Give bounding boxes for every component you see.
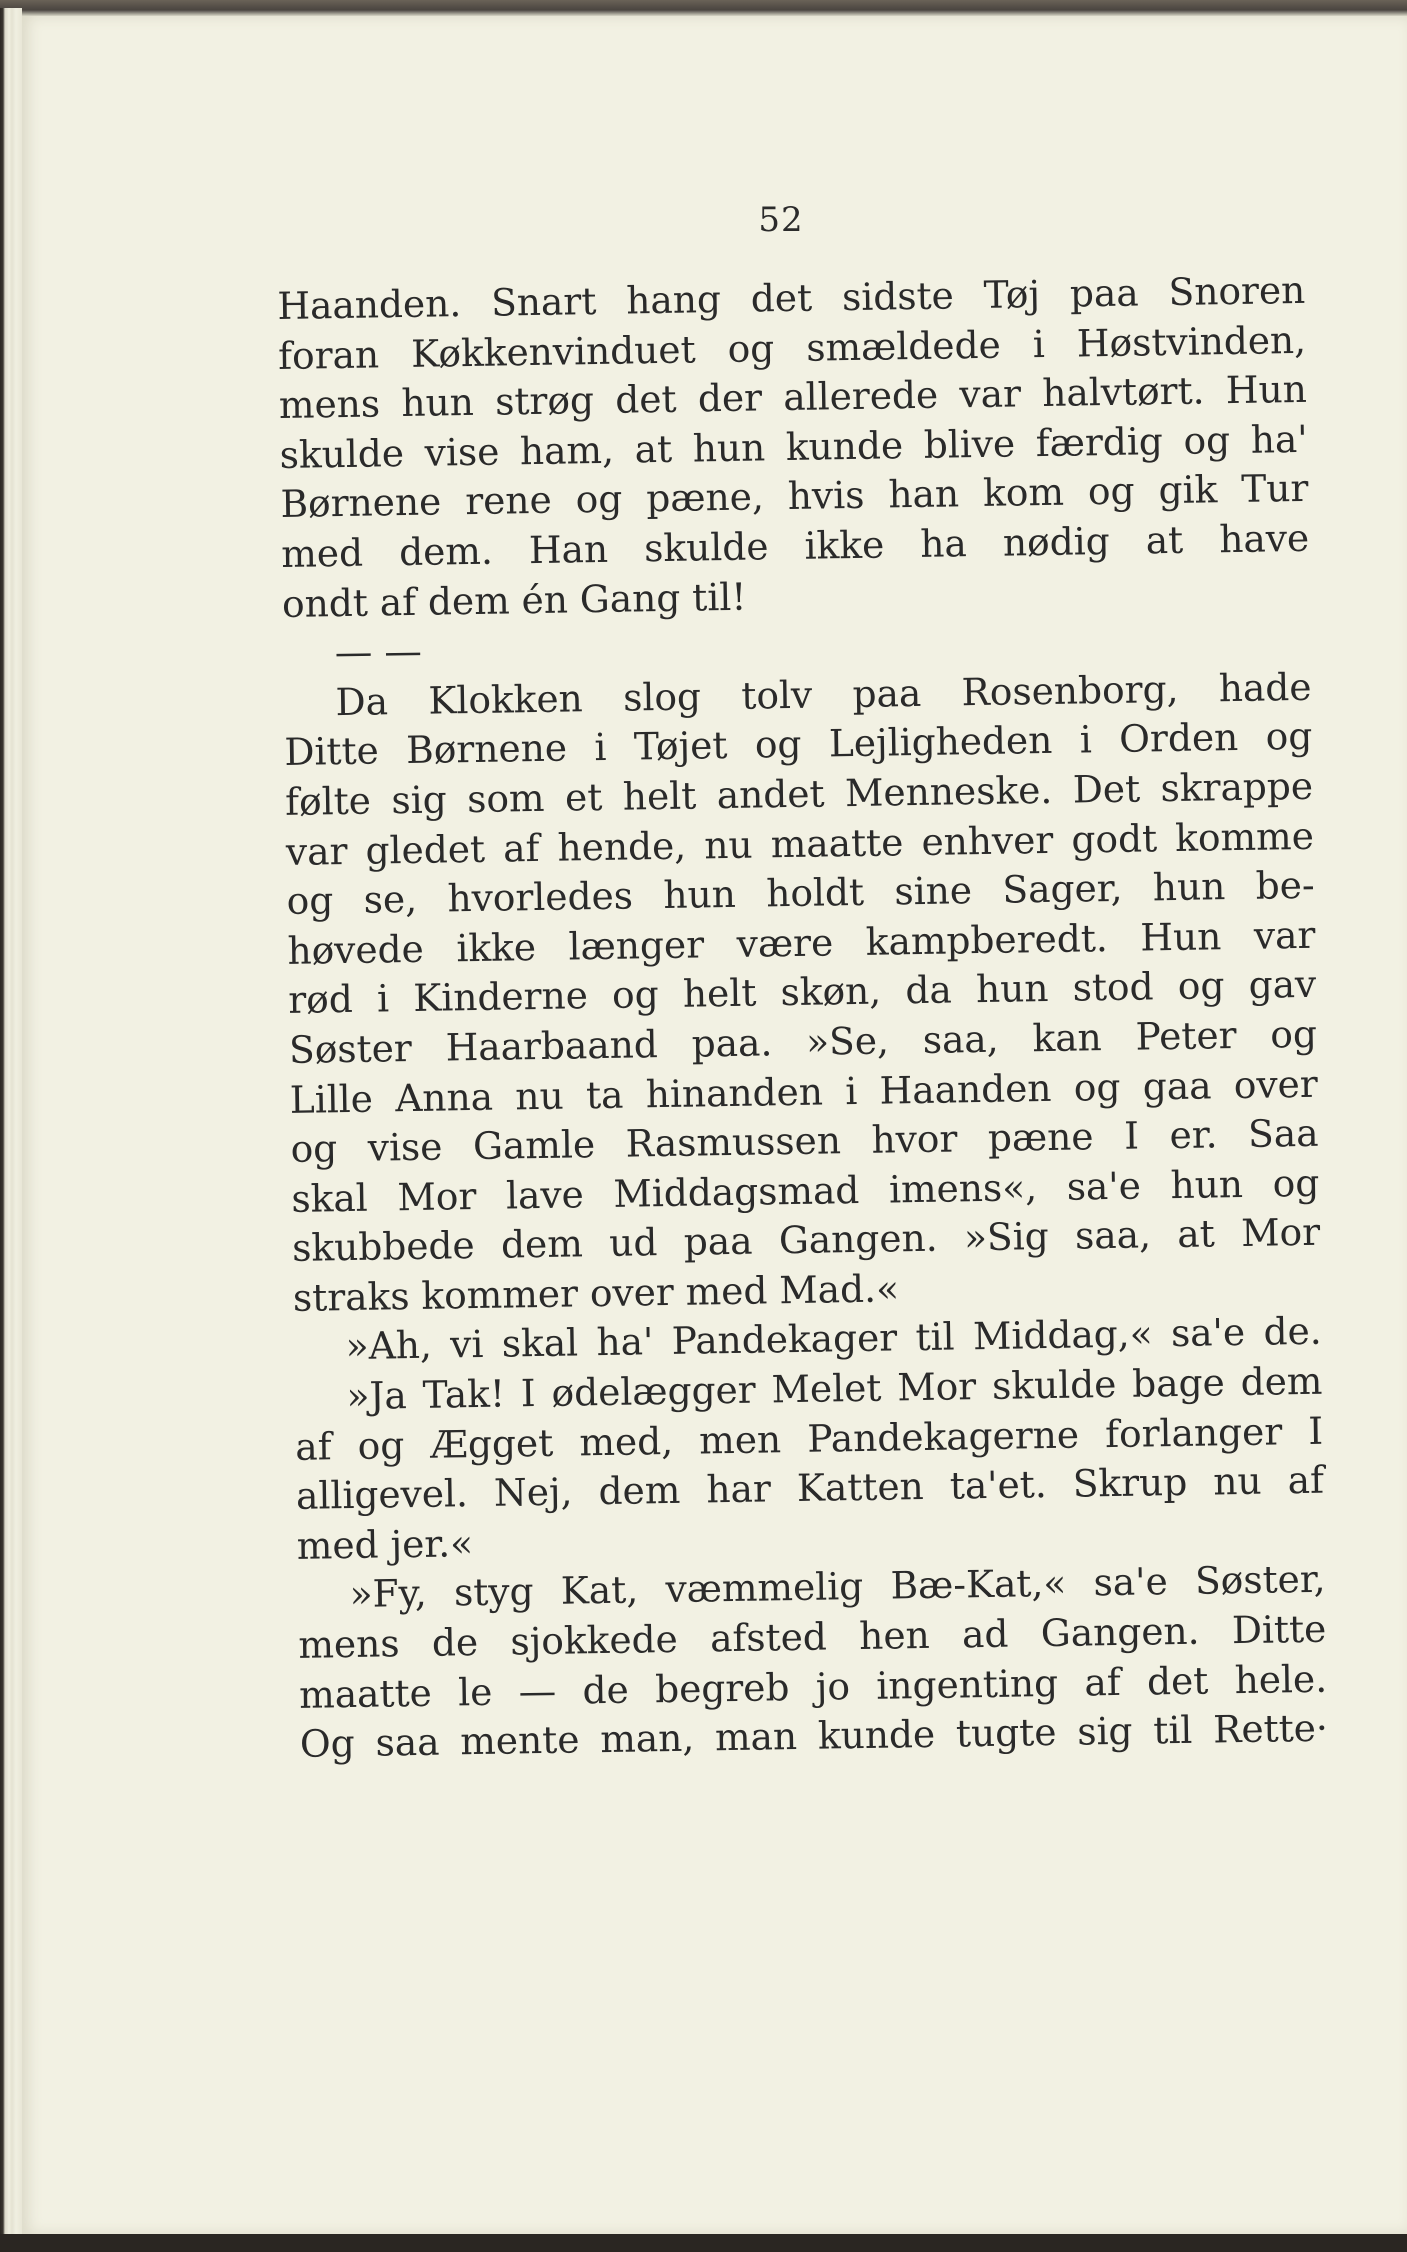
text-line: Lille Anna nu ta hinanden i Haanden og gaa over: [289, 1061, 1319, 1122]
text-line: skal Mor lave Middagsmad imens«, sa'e hun og: [291, 1160, 1320, 1221]
text-line: og se, hvorledes hun holdt sine Sager, hun be-: [286, 862, 1315, 924]
text-line: af og Ægget med, men Pandekagerne forlanger I: [294, 1408, 1324, 1469]
text-line: følte sig som et helt andet Menneske. Det skrappe: [284, 763, 1314, 824]
text-line: mens de sjokkede afsted hen ad Gangen. Ditte: [298, 1606, 1327, 1667]
text-line: rød i Kinderne og helt skøn, da hun stod og gav: [287, 962, 1317, 1023]
text-line: ondt af dem én Gang til!: [281, 574, 747, 626]
text-line: med jer.«: [296, 1520, 474, 1568]
text-line: og vise Gamle Rasmussen hvor pæne I er. Saa: [290, 1110, 1319, 1171]
text-line: Børnene rene og pæne, hvis han kom og gik Tur: [280, 466, 1309, 527]
text-line: skulde vise ham, at hun kunde blive færdig og ha': [279, 416, 1308, 477]
body-text: [277, 266, 1328, 1770]
section-break: — —: [334, 628, 423, 675]
scan-bottom-edge: [0, 2234, 1407, 2252]
text-line: straks kommer over med Mad.«: [292, 1266, 900, 1320]
page-number: 52: [758, 200, 804, 240]
text-line: »Fy, styg Kat, væmmelig Bæ-Kat,« sa'e Søster,: [349, 1557, 1326, 1617]
text-line: Og saa mente man, man kunde tugte sig til Rette·: [299, 1705, 1329, 1767]
text-line: høvede ikke længer være kampberedt. Hun var: [287, 912, 1316, 973]
book-page-edges: [0, 8, 22, 2244]
text-line: skubbede dem ud paa Gangen. »Sig saa, at Mor: [291, 1210, 1321, 1271]
text-line: maatte le — de begreb jo ingenting af det hele.: [298, 1656, 1328, 1717]
text-line: mens hun strøg det der allerede var halvtørt. Hun: [278, 367, 1308, 428]
scan-top-edge: [0, 0, 1407, 16]
text-line: Da Klokken slog tolv paa Rosenborg, hade: [335, 664, 1312, 724]
text-line: alligevel. Nej, dem har Katten ta'et. Skrup nu af: [295, 1457, 1325, 1519]
text-line: Haanden. Snart hang det sidste Tøj paa Snoren: [277, 267, 1306, 328]
text-line: »Ja Tak! I ødelægger Melet Mor skulde bage dem: [346, 1358, 1323, 1419]
text-line: med dem. Han skulde ikke ha nødig at have: [280, 515, 1310, 576]
text-line: Søster Haarbaand paa. »Se, saa, kan Peter og: [288, 1011, 1318, 1072]
text-line: »Ah, vi skal ha' Pandekager til Middag,« sa'e de.: [345, 1309, 1322, 1369]
text-line: foran Køkkenvinduet og smældede i Høstvinden,: [277, 317, 1307, 378]
text-line: var gledet af hende, nu maatte enhver godt komme: [285, 813, 1315, 874]
text-line: Ditte Børnene i Tøjet og Lejligheden i Orden og: [284, 714, 1313, 775]
